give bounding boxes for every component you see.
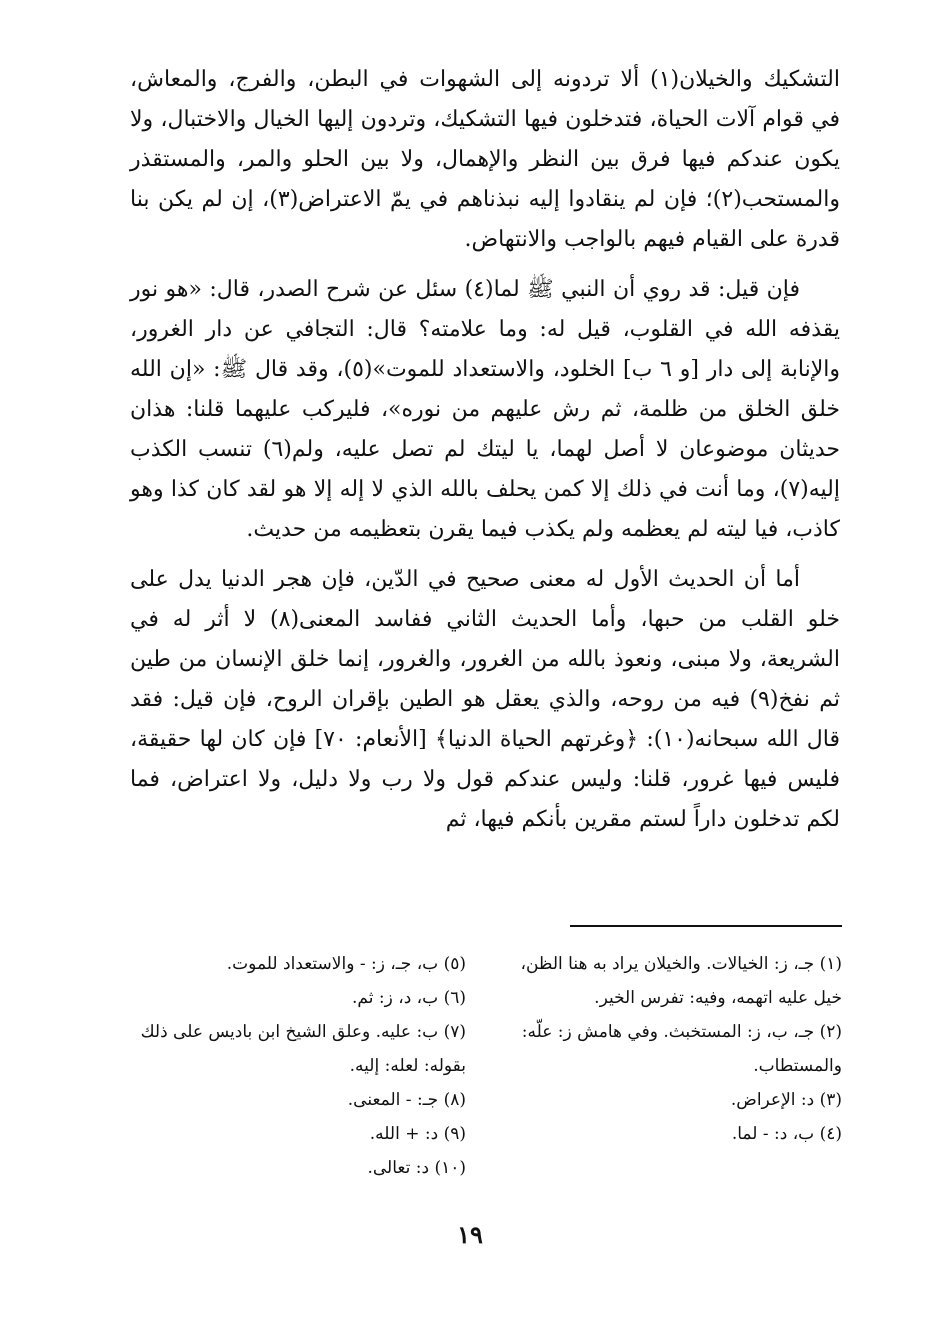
footnote-8: (٨) جـ: - المعنى. [347, 1090, 466, 1110]
footnote-divider [570, 925, 842, 927]
footnote-3: (٣) د: الإعراض. [730, 1090, 842, 1110]
footnotes-left-column [130, 947, 466, 1185]
footnote-5: (٥) ب، جـ، ز: - والاستعداد للموت. [226, 954, 466, 974]
footnotes-right-column [506, 947, 842, 1185]
footnotes [130, 947, 842, 1185]
footnote-2: (٢) جـ، ب، ز: المستخبث. وفي هامش ز: علّه: والمستطاب. [521, 1022, 842, 1076]
footnote-7: (٧) ب: عليه. وعلق الشيخ ابن باديس على ذلك بقوله: لعله: إليه. [140, 1022, 466, 1076]
paragraph-2: فإن قيل: قد روي أن النبي ﷺ لما(٤) سئل عن شرح الصدر، قال: «هو نور يقذفه الله في القلوب، قيل له: وما علامته؟ قال: التجافي عن دار الغرور، والإنابة إلى دار [و ٦ ب] الخلود، والاستعداد للموت»(٥)، وقد قال ﷺ: «إن الله خلق الخلق من ظلمة، ثم رش عليهم من نوره»، فليركب عليهما قلنا: هذان حديثان موضوعان لا أصل لهما، يا ليتك لم تصل عليه، ولم(٦) تنسب الكذب إليه(٧)، وما أنت في ذلك إلا كمن يحلف بالله الذي لا إله إلا هو لقد كان كذا وهو كاذب، فيا ليته لم يعظمه ولم يكذب فيما يقرن بتعظيمه من حديث. [130, 277, 840, 542]
footnote-10: (١٠) د: تعالى. [367, 1158, 466, 1178]
paragraph-3: أما أن الحديث الأول له معنى صحيح في الدّين، فإن هجر الدنيا يدل على خلو القلب من حبها، وأما الحديث الثاني ففاسد المعنى(٨) لا أثر له في الشريعة، ولا مبنى، ونعوذ بالله من الغرور، والغرور، إنما خلق الإنسان من طين ثم نفخ(٩) فيه من روحه، والذي يعقل هو الطين بإقران الروح، فإن قيل: فقد قال الله سبحانه(١٠): ﴿وغرتهم الحياة الدنيا﴾ [الأنعام: ٧٠] فإن كان لها حقيقة، فليس فيها غرور، قلنا: وليس عندكم قول ولا رب ولا دليل، ولا اعتراض، فما لكم تدخلون داراً لستم مقرين بأنكم فيها، ثم [130, 567, 841, 832]
paragraph-1: التشكيك والخيلان(١) ألا تردونه إلى الشهوات في البطن، والفرج، والمعاش، في قوام آلات الحياة، فتدخلون فيها التشكيك، وتردون إليها الخيال والاختبال، ولا يكون عندكم فيها فرق بين النظر والإهمال، ولا بين الحلو والمر، والمستقذر والمستحب(٢)؛ فإن لم ينقادوا إليه نبذناهم في يمّ الاعتراض(٣)، إن لم يكن بنا قدرة على القيام فيهم بالواجب والانتهاض. [130, 67, 840, 252]
footnote-1: (١) جـ، ز: الخيالات. والخيلان يراد به هنا الظن، خيل عليه اتهمه، وفيه: تفرس الخير. [520, 954, 842, 1008]
footnote-9: (٩) د: + الله. [369, 1124, 466, 1144]
footnote-4: (٤) ب، د: - لما. [731, 1124, 842, 1144]
page-number: ١٩ [457, 1220, 483, 1249]
main-text [130, 60, 840, 850]
footnote-6: (٦) ب، د، ز: ثم. [352, 988, 466, 1008]
